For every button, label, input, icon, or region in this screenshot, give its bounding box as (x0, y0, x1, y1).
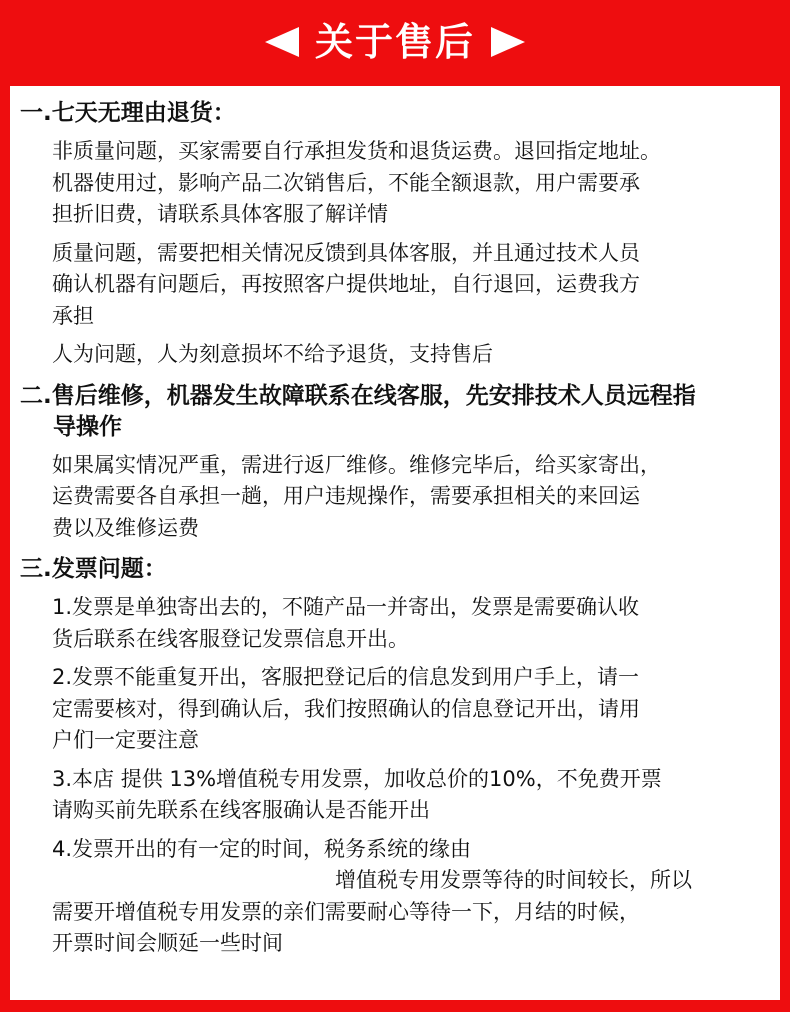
content-panel (10, 86, 780, 1000)
paragraph (20, 834, 780, 960)
paragraph-line: 4.发票开出的有一定的时间，税务系统的缘由 (52, 836, 472, 861)
paragraph-line: 机器使用过，影响产品二次销售后，不能全额退款，用户需要承 (52, 170, 640, 195)
paragraph-line: 运费需要各自承担一趟，用户违规操作，需要承担相关的来回运 (52, 484, 640, 508)
paragraph (20, 238, 780, 333)
paragraph-line: 请购买前先联系在线客服确认是否能开出 (52, 798, 430, 822)
paragraph-line: 确认机器有问题后，再按照客户提供地址，自行退回，运费我方 (52, 272, 640, 296)
paragraph (20, 764, 780, 827)
paragraph (20, 339, 780, 371)
paragraph-line: 户们一定要注意 (52, 728, 199, 752)
paragraph-line: 定需要核对，得到确认后，我们按照确认的信息登记开出，请用 (52, 696, 640, 721)
section-title (20, 381, 780, 443)
paragraph-line: 人为问题，人为刻意损坏不给予退货，支持售后 (52, 342, 493, 366)
paragraph-line: 质量问题，需要把相关情况反馈到具体客服，并且通过技术人员 (52, 240, 640, 265)
paragraph (20, 662, 780, 757)
section-title-line: 二.售后维修，机器发生故障联系在线客服，先安排技术人员远程指 (20, 382, 696, 409)
header-banner (0, 0, 790, 84)
paragraph (20, 592, 780, 655)
paragraph-line: 1.发票是单独寄出去的，不随产品一并寄出，发票是需要确认收 (52, 595, 640, 619)
paragraph-line: 开票时间会顺延一些时间 (52, 931, 283, 955)
section-repair (20, 381, 780, 545)
paragraph (20, 136, 780, 231)
paragraph-line: 货后联系在线客服登记发票信息开出。 (52, 626, 409, 651)
paragraph-line: 增值税专用发票等待的时间较长，所以 (335, 868, 692, 892)
section-title-line: 导操作 (53, 413, 122, 440)
paragraph-line: 如果属实情况严重，需进行返厂维修。维修完毕后，给买家寄出， (52, 452, 661, 477)
section-title: 一.七天无理由退货： (20, 100, 236, 126)
paragraph-line: 3.本店 提供 13%增值税专用发票，加收总价的10%，不免费开票 (52, 766, 662, 791)
arrow-left-icon (265, 27, 299, 57)
arrow-right-icon (491, 27, 525, 57)
paragraph-line: 需要开增值税专用发票的亲们需要耐心等待一下，月结的时候， (52, 899, 640, 924)
paragraph-line: 非质量问题，买家需要自行承担发货和退货运费。退回指定地址。 (52, 139, 661, 163)
section-returns (20, 98, 780, 371)
section-title: 三.发票问题： (20, 556, 167, 582)
page-title: 关于售后 (314, 20, 475, 64)
paragraph-line: 担折旧费，请联系具体客服了解详情 (52, 202, 388, 226)
paragraph-line: 承担 (52, 303, 94, 328)
paragraph-line: 费以及维修运费 (52, 515, 199, 540)
section-invoice (20, 554, 780, 960)
paragraph-line: 2.发票不能重复开出，客服把登记后的信息发到用户手上，请一 (52, 665, 640, 689)
paragraph (20, 450, 780, 545)
